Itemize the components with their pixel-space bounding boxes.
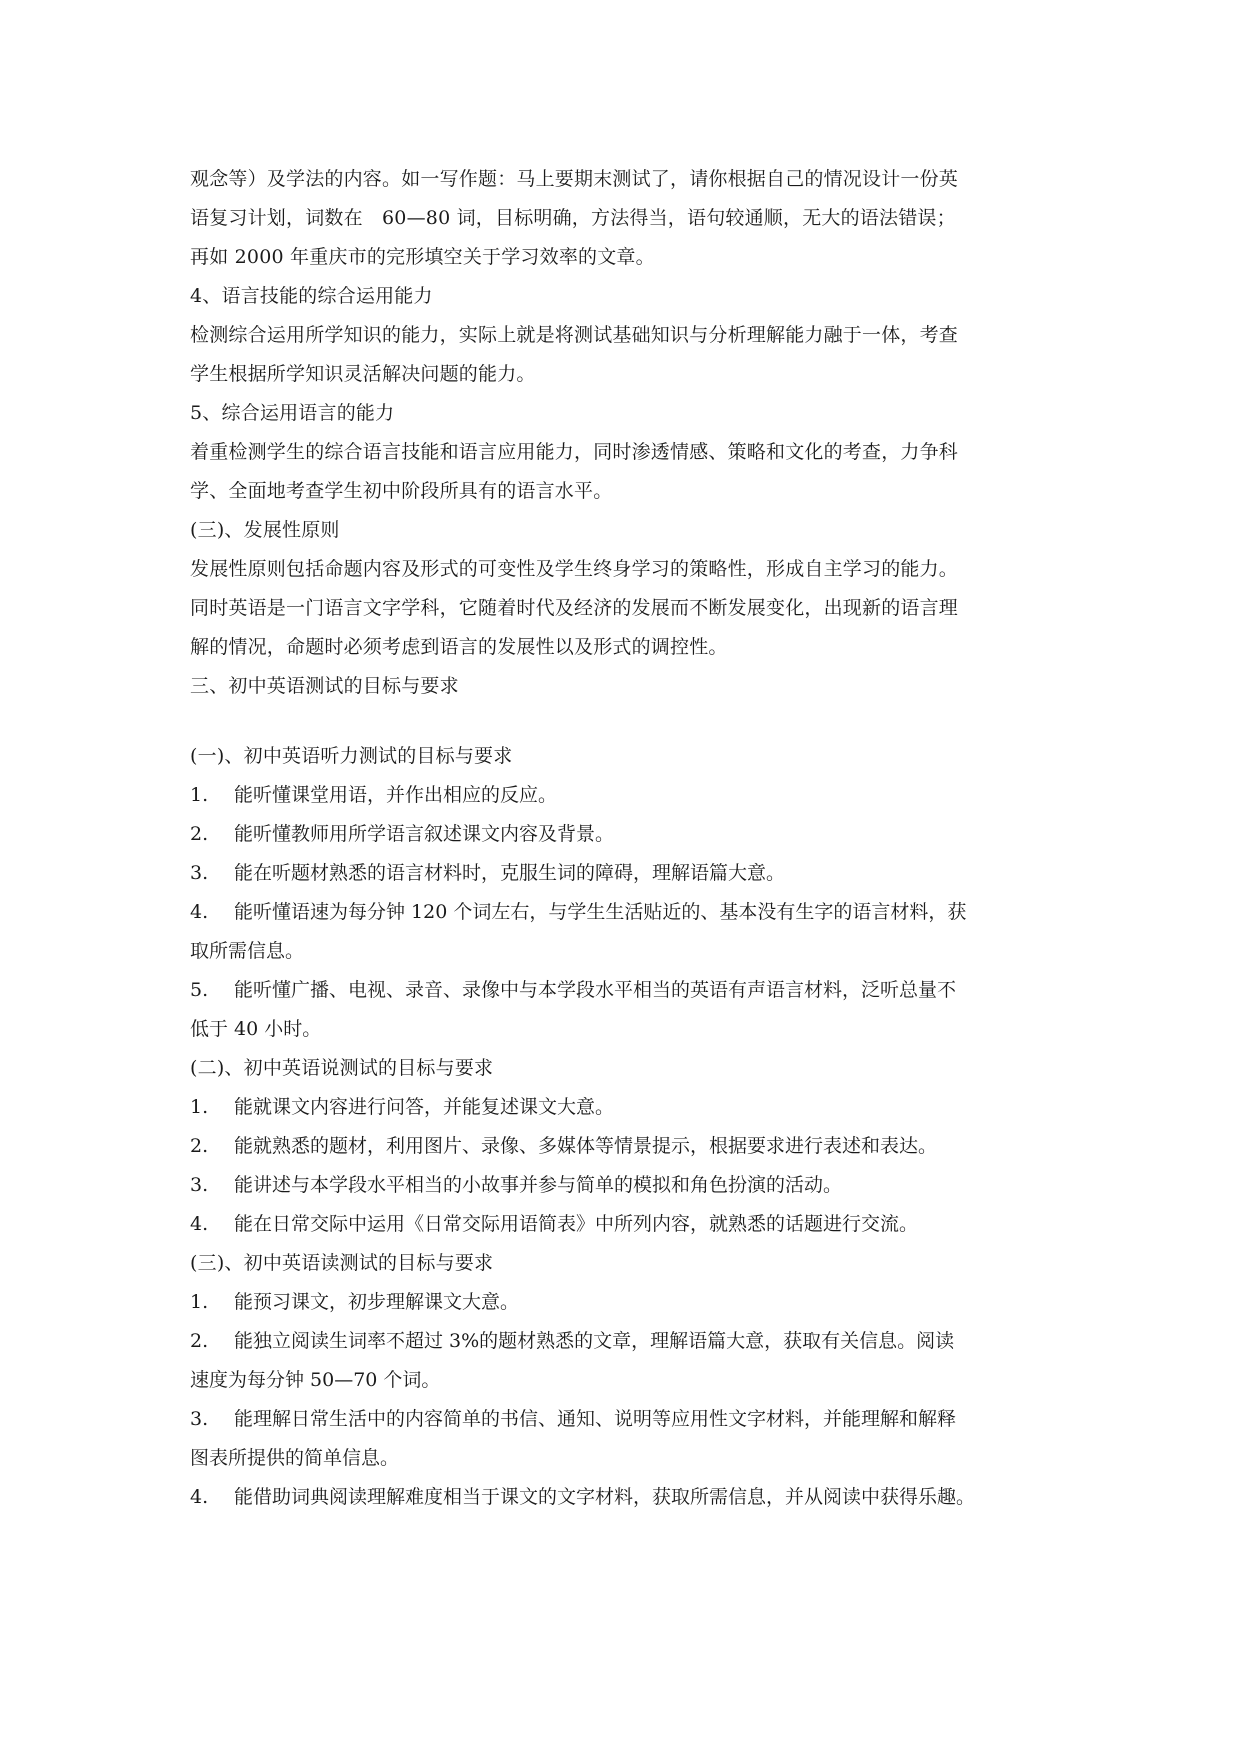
text-line: 语复习计划，词数在 60—80 词，目标明确，方法得当，语句较通顺，无大的语法错误；: [190, 207, 956, 229]
list-item: [190, 1478, 1060, 1517]
text-line: 观念等）及学法的内容。如一写作题：马上要期末测试了，请你根据自己的情况设计一份英: [190, 168, 959, 190]
item-text: 能在日常交际中运用《日常交际用语简表》中所列内容，就熟悉的话题进行交流。: [234, 1213, 919, 1235]
item-number: 3.: [190, 1408, 209, 1430]
list-item: [190, 776, 1060, 815]
list-item: [190, 1400, 1060, 1478]
section-heading: (三)、初中英语读测试的目标与要求: [190, 1252, 494, 1274]
item-text: 能在听题材熟悉的语言材料时，克服生词的障碍，理解语篇大意。: [234, 862, 786, 884]
listening-section: [190, 737, 1060, 1049]
item-number: 1.: [190, 784, 209, 806]
section-heading: (三)、发展性原则: [190, 519, 340, 541]
item-number: 2.: [190, 1330, 209, 1352]
text-line: 解的情况，命题时必须考虑到语言的发展性以及形式的调控性。: [190, 636, 728, 658]
list-item: [190, 1205, 1060, 1244]
chapter-heading: 三、初中英语测试的目标与要求: [190, 675, 459, 697]
text-line: 学生根据所学知识灵活解决问题的能力。: [190, 363, 536, 385]
section-heading: 4、语言技能的综合运用能力: [190, 285, 433, 307]
list-item: [190, 1322, 1060, 1400]
item-text: 能就课文内容进行问答，并能复述课文大意。: [234, 1096, 615, 1118]
item-number: 1.: [190, 1291, 209, 1313]
item-continuation: 低于 40 小时。: [190, 1018, 322, 1040]
item-number: 1.: [190, 1096, 209, 1118]
list-item: [190, 1127, 1060, 1166]
item-number: 4.: [190, 901, 209, 923]
item-text: 能听懂语速为每分钟 120 个词左右，与学生生活贴近的、基本没有生字的语言材料，获: [234, 901, 967, 923]
item-text: 能独立阅读生词率不超过 3%的题材熟悉的文章，理解语篇大意，获取有关信息。阅读: [234, 1330, 955, 1352]
intro-section: [190, 160, 1060, 706]
list-item: [190, 1088, 1060, 1127]
section-heading: (二)、初中英语说测试的目标与要求: [190, 1057, 494, 1079]
item-text: 能听懂教师用所学语言叙述课文内容及背景。: [234, 823, 615, 845]
list-item: [190, 971, 1060, 1049]
list-item: [190, 1166, 1060, 1205]
item-text: 能借助词典阅读理解难度相当于课文的文字材料，获取所需信息，并从阅读中获得乐趣。: [234, 1486, 976, 1508]
item-text: 能就熟悉的题材，利用图片、录像、多媒体等情景提示，根据要求进行表述和表达。: [234, 1135, 938, 1157]
item-number: 4.: [190, 1486, 209, 1508]
document-page: [190, 160, 1060, 1517]
item-continuation: 取所需信息。: [190, 940, 305, 962]
section-heading: (一)、初中英语听力测试的目标与要求: [190, 745, 513, 767]
item-number: 2.: [190, 823, 209, 845]
item-continuation: 图表所提供的简单信息。: [190, 1447, 400, 1469]
list-item: [190, 854, 1060, 893]
item-text: 能听懂广播、电视、录音、录像中与本学段水平相当的英语有声语言材料，泛听总量不: [234, 979, 957, 1001]
reading-section: [190, 1244, 1060, 1517]
text-line: 着重检测学生的综合语言技能和语言应用能力，同时渗透情感、策略和文化的考查，力争科: [190, 441, 959, 463]
item-number: 3.: [190, 862, 209, 884]
list-item: [190, 815, 1060, 854]
item-number: 2.: [190, 1135, 209, 1157]
list-item: [190, 893, 1060, 971]
item-continuation: 速度为每分钟 50—70 个词。: [190, 1369, 441, 1391]
item-number: 5.: [190, 979, 209, 1001]
item-number: 4.: [190, 1213, 209, 1235]
text-line: 学、全面地考查学生初中阶段所具有的语言水平。: [190, 480, 613, 502]
section-heading: 5、综合运用语言的能力: [190, 402, 395, 424]
item-text: 能理解日常生活中的内容简单的书信、通知、说明等应用性文字材料，并能理解和解释: [234, 1408, 957, 1430]
item-number: 3.: [190, 1174, 209, 1196]
text-line: 发展性原则包括命题内容及形式的可变性及学生终身学习的策略性，形成自主学习的能力。: [190, 558, 959, 580]
text-line: 同时英语是一门语言文字学科，它随着时代及经济的发展而不断发展变化，出现新的语言理: [190, 597, 959, 619]
spacer: [190, 706, 1060, 737]
item-text: 能预习课文，初步理解课文大意。: [234, 1291, 520, 1313]
speaking-section: [190, 1049, 1060, 1244]
list-item: [190, 1283, 1060, 1322]
text-line: 检测综合运用所学知识的能力，实际上就是将测试基础知识与分析理解能力融于一体，考查: [190, 324, 959, 346]
item-text: 能讲述与本学段水平相当的小故事并参与简单的模拟和角色扮演的活动。: [234, 1174, 843, 1196]
item-text: 能听懂课堂用语，并作出相应的反应。: [234, 784, 558, 806]
text-line: 再如 2000 年重庆市的完形填空关于学习效率的文章。: [190, 246, 655, 268]
